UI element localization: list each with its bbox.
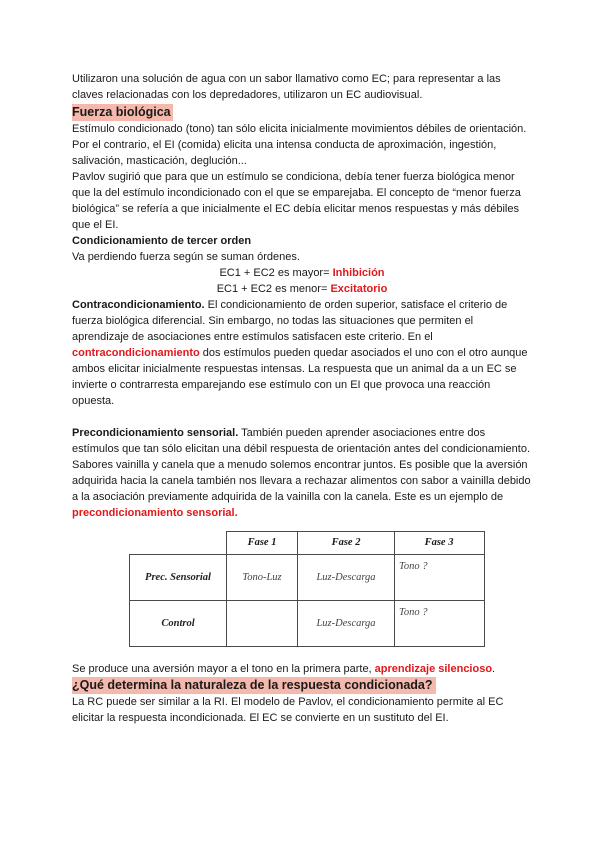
header-fase-1: Fase 1: [227, 532, 298, 555]
precond-text-1: También pueden aprender asociaciones entre dos estímulos que tan sólo elicitan una débil respuesta de orientación antes del condicionamiento. Sabores vainilla y canela que a menudo solemos encontrar juntos. Es posible que la aversión adquirida hacia la canela también nos llevara a rechazar alimentos con sabor a vainilla debido a la asociación previamente adquirida de la vainilla con la canela. Este es un ejemplo de: [72, 427, 531, 503]
precondicionamiento-title: Precondicionamiento sensorial.: [72, 427, 239, 439]
tercer-orden-paragraph: Va perdiendo fuerza según se suman órdenes.: [72, 251, 300, 263]
row-label-prec-sensorial: Prec. Sensorial: [130, 555, 227, 601]
document-content: [72, 71, 532, 726]
fuerza-paragraph-1: Estímulo condicionado (tono) tan sólo elicita inicialmente movimientos débiles de orientación. Por el contrario, el EI (comida) elicita una intensa conducta de aproximación, ingestión, salivación, masticación, deglución...: [72, 123, 527, 167]
formula-1-text: EC1 + EC2 es mayor=: [219, 267, 333, 279]
intro-paragraph: Utilizaron una solución de agua con un sabor llamativo como EC; para representar a las claves relacionadas con los depredadores, utilizaron un EC audiovisual.: [72, 73, 501, 101]
silencioso-text: Se produce una aversión mayor a el tono en la primera parte,: [72, 663, 375, 675]
contra-text-1: El condicionamiento de orden superior, satisface el criterio de fuerza biológica diferencial. Sin embargo, no todas las situaciones que permiten el aprendizaje de asociaciones entre estímulos satisfacen este criterio. En el: [72, 299, 508, 343]
table-cell: Tono-Luz: [227, 555, 298, 601]
fuerza-paragraph-2: Pavlov sugirió que para que un estímulo se condiciona, debía tener fuerza biológica menor que la del estímulo incondicionado con el que se emparejaba. El concepto de “menor fuerza biológica” se refería a que inicialmente el EC debía elicitar menos respuestas y más débiles que el EI.: [72, 171, 521, 231]
precondicionamiento-term: precondicionamiento sensorial: [72, 507, 235, 519]
fases-table-wrap: [129, 531, 532, 647]
inhibicion-label: Inhibición: [332, 267, 385, 279]
naturaleza-paragraph: La RC puede ser similar a la RI. El modelo de Pavlov, el condicionamiento permite al EC elicitar la respuesta incondicionada. El EC se convierte en un sustituto del EI.: [72, 696, 504, 724]
table-cell: Tono ?: [395, 555, 485, 601]
formula-line-2: [72, 281, 532, 297]
header-fase-3: Fase 3: [395, 532, 485, 555]
contracondicionamiento-paragraph: [72, 297, 532, 409]
tercer-orden-heading: Condicionamiento de tercer orden: [72, 235, 252, 247]
formula-line-1: [72, 265, 532, 281]
naturaleza-heading: ¿Qué determina la naturaleza de la respuesta condicionada?: [72, 677, 436, 694]
precond-text-2: .: [234, 507, 238, 519]
fuerza-biologica-heading: Fuerza biológica: [72, 105, 171, 119]
precondicionamiento-paragraph: [72, 425, 532, 521]
header-fase-2: Fase 2: [298, 532, 395, 555]
formula-2-text: EC1 + EC2 es menor=: [216, 283, 331, 295]
table-header-row: [130, 532, 485, 555]
table-cell: Luz-Descarga: [298, 601, 395, 647]
table-row: [130, 601, 485, 647]
row-label-control: Control: [130, 601, 227, 647]
table-cell: Luz-Descarga: [298, 555, 395, 601]
contracondicionamiento-title: Contracondicionamiento.: [72, 299, 205, 311]
excitatorio-label: Excitatorio: [330, 283, 388, 295]
table-cell: Tono ?: [395, 601, 485, 647]
aprendizaje-silencioso-paragraph: [72, 661, 532, 677]
table-corner: [130, 532, 227, 555]
table-cell: [227, 601, 298, 647]
silencioso-post: .: [492, 663, 496, 675]
contracondicionamiento-term: contracondicionamiento: [72, 347, 200, 359]
contra-text-2: dos estímulos pueden quedar asociados el uno con el otro aunque ambos elicitar inicialmente respuestas intensas. La respuesta que un animal da a un EC se invierte o contrarresta emparejando ese estímulo con un EI que provoca una reacción opuesta.: [72, 347, 528, 407]
table-row: [130, 555, 485, 601]
aprendizaje-silencioso-term: aprendizaje silencioso: [374, 663, 493, 675]
fases-table: [129, 531, 485, 647]
